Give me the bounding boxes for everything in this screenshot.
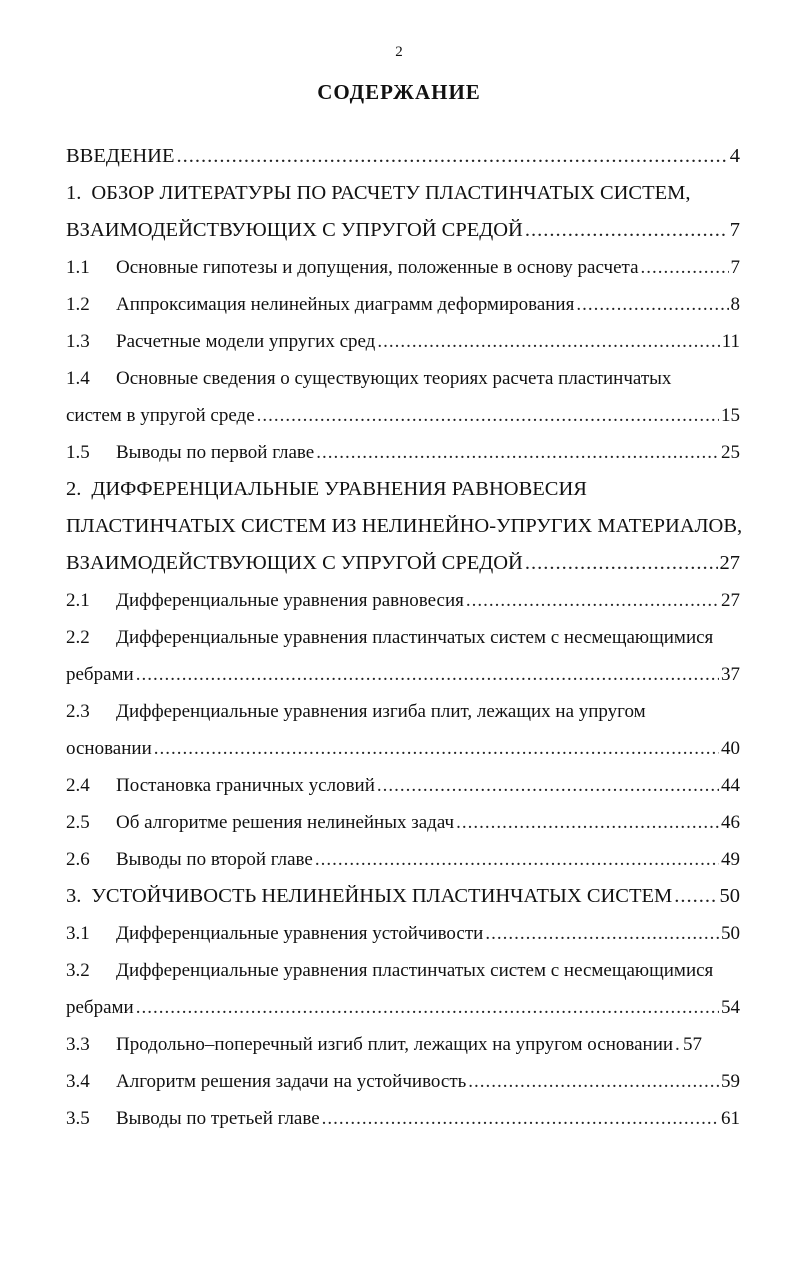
toc-entry-title: ДИФФЕРЕНЦИАЛЬНЫЕ УРАВНЕНИЯ РАВНОВЕСИЯ bbox=[91, 478, 587, 500]
toc-entry-intro[interactable] bbox=[66, 138, 740, 175]
toc-section-3-4[interactable] bbox=[66, 1063, 740, 1100]
toc-page-number: 27 bbox=[721, 590, 740, 611]
dot-leader bbox=[177, 138, 728, 175]
dot-leader bbox=[136, 989, 719, 1026]
toc-chapter-2-cont[interactable] bbox=[66, 508, 743, 545]
toc-entry-title: Аппроксимация нелинейных диаграмм деформирования bbox=[116, 294, 575, 315]
section-number: 1.1 bbox=[66, 257, 90, 278]
toc-section-3-1[interactable] bbox=[66, 915, 740, 952]
toc-entry-title: ВВЕДЕНИЕ bbox=[66, 145, 175, 167]
toc-section-2-3[interactable] bbox=[66, 693, 740, 730]
section-number: 2.5 bbox=[66, 812, 90, 833]
dot-leader bbox=[674, 878, 717, 915]
toc-section-3-3[interactable] bbox=[66, 1026, 740, 1063]
toc-entry-title: Расчетные модели упругих сред bbox=[116, 331, 376, 352]
toc-entry-title: ОБЗОР ЛИТЕРАТУРЫ ПО РАСЧЕТУ ПЛАСТИНЧАТЫХ СИСТЕМ, bbox=[91, 182, 691, 204]
toc-page-number: 57 bbox=[683, 1034, 703, 1055]
dot-leader bbox=[485, 915, 719, 952]
toc-entry-title: Основные сведения о существующих теориях расчета пластинчатых bbox=[116, 368, 672, 389]
toc-page-number: 59 bbox=[721, 1071, 740, 1092]
toc-entry-title: Дифференциальные уравнения устойчивости bbox=[116, 923, 484, 944]
toc-page-number: 46 bbox=[721, 812, 740, 833]
page-number: 2 bbox=[395, 44, 403, 60]
chapter-number: 3. bbox=[66, 885, 82, 907]
toc-entry-title: Выводы по первой главе bbox=[116, 442, 315, 463]
dot-leader bbox=[315, 841, 719, 878]
dot-leader bbox=[377, 323, 719, 360]
toc-section-1-4-cont[interactable] bbox=[66, 397, 740, 434]
section-number: 2.3 bbox=[66, 701, 90, 722]
toc-entry-title-cont: ПЛАСТИНЧАТЫХ СИСТЕМ ИЗ НЕЛИНЕЙНО-УПРУГИХ МАТЕРИАЛОВ, bbox=[66, 515, 743, 537]
toc-chapter-3[interactable] bbox=[66, 878, 740, 915]
section-number: 2.1 bbox=[66, 590, 90, 611]
toc-section-3-2-cont[interactable] bbox=[66, 989, 740, 1026]
toc-entry-title: УСТОЙЧИВОСТЬ НЕЛИНЕЙНЫХ ПЛАСТИНЧАТЫХ СИСТЕМ bbox=[91, 885, 673, 907]
toc-page-number: 49 bbox=[721, 849, 740, 870]
toc-entry-title-cont: основании bbox=[66, 738, 152, 759]
dot-leader bbox=[377, 767, 719, 804]
dot-leader bbox=[641, 249, 729, 286]
dot-leader bbox=[257, 397, 719, 434]
toc-entry-title: Дифференциальные уравнения пластинчатых систем с несмещающимися bbox=[116, 960, 714, 981]
section-number: 3.3 bbox=[66, 1034, 90, 1055]
table-of-contents bbox=[66, 138, 743, 1137]
section-number: 3.5 bbox=[66, 1108, 90, 1129]
toc-chapter-2[interactable] bbox=[66, 471, 740, 508]
section-number: 3.1 bbox=[66, 923, 90, 944]
toc-page-number: 25 bbox=[721, 442, 740, 463]
toc-entry-title: Основные гипотезы и допущения, положенные в основу расчета bbox=[116, 257, 639, 278]
toc-section-1-2[interactable] bbox=[66, 286, 740, 323]
dot-leader bbox=[154, 730, 719, 767]
dot-leader bbox=[675, 1026, 681, 1063]
toc-page-number: 40 bbox=[721, 738, 740, 759]
dot-leader bbox=[525, 212, 728, 249]
section-number: 2.6 bbox=[66, 849, 90, 870]
toc-page-number: 8 bbox=[730, 294, 740, 315]
chapter-number: 1. bbox=[66, 182, 82, 204]
section-number: 3.4 bbox=[66, 1071, 90, 1092]
toc-entry-title: Постановка граничных условий bbox=[116, 775, 375, 796]
toc-entry-title: Дифференциальные уравнения равновесия bbox=[116, 590, 464, 611]
dot-leader bbox=[322, 1100, 719, 1137]
section-number: 1.2 bbox=[66, 294, 90, 315]
toc-page-number: 37 bbox=[721, 664, 740, 685]
toc-chapter-1-cont[interactable] bbox=[66, 212, 740, 249]
dot-leader bbox=[466, 582, 719, 619]
dot-leader bbox=[316, 434, 719, 471]
dot-leader bbox=[525, 545, 718, 582]
section-number: 2.4 bbox=[66, 775, 90, 796]
toc-entry-title-cont: ребрами bbox=[66, 664, 134, 685]
toc-section-2-2[interactable] bbox=[66, 619, 740, 656]
toc-section-3-2[interactable] bbox=[66, 952, 740, 989]
toc-page-number: 7 bbox=[730, 257, 740, 278]
toc-entry-title: Выводы по третьей главе bbox=[116, 1108, 320, 1129]
toc-page-number: 27 bbox=[719, 552, 740, 574]
toc-page-number: 54 bbox=[721, 997, 740, 1018]
toc-page-number: 15 bbox=[721, 405, 740, 426]
toc-entry-title: Дифференциальные уравнения пластинчатых систем с несмещающимися bbox=[116, 627, 714, 648]
toc-page-number: 50 bbox=[721, 923, 740, 944]
toc-page-number: 44 bbox=[721, 775, 740, 796]
chapter-number: 2. bbox=[66, 478, 82, 500]
dot-leader bbox=[576, 286, 728, 323]
toc-section-1-5[interactable] bbox=[66, 434, 740, 471]
toc-entry-title-cont: ребрами bbox=[66, 997, 134, 1018]
toc-entry-title: Об алгоритме решения нелинейных задач bbox=[116, 812, 455, 833]
toc-section-1-4[interactable] bbox=[66, 360, 740, 397]
toc-page-number: 61 bbox=[721, 1108, 740, 1129]
toc-entry-title-cont: ВЗАИМОДЕЙСТВУЮЩИХ С УПРУГОЙ СРЕДОЙ bbox=[66, 219, 523, 241]
toc-section-2-5[interactable] bbox=[66, 804, 740, 841]
section-number: 3.2 bbox=[66, 960, 90, 981]
toc-chapter-2-cont-2[interactable] bbox=[66, 545, 740, 582]
section-number: 1.5 bbox=[66, 442, 90, 463]
toc-page-number: 50 bbox=[719, 885, 740, 907]
toc-section-2-6[interactable] bbox=[66, 841, 740, 878]
toc-entry-title: Дифференциальные уравнения изгиба плит, лежащих на упругом bbox=[116, 701, 646, 722]
section-number: 1.3 bbox=[66, 331, 90, 352]
toc-entry-title: Выводы по второй главе bbox=[116, 849, 313, 870]
dot-leader bbox=[456, 804, 719, 841]
section-number: 1.4 bbox=[66, 368, 90, 389]
toc-section-1-3[interactable] bbox=[66, 323, 740, 360]
toc-section-2-1[interactable] bbox=[66, 582, 740, 619]
toc-section-2-4[interactable] bbox=[66, 767, 740, 804]
toc-section-3-5[interactable] bbox=[66, 1100, 740, 1137]
toc-section-2-2-cont[interactable] bbox=[66, 656, 740, 693]
toc-entry-title-cont: систем в упругой среде bbox=[66, 405, 255, 426]
toc-entry-title: Продольно–поперечный изгиб плит, лежащих на упругом основании bbox=[116, 1034, 674, 1055]
toc-entry-title-cont: ВЗАИМОДЕЙСТВУЮЩИХ С УПРУГОЙ СРЕДОЙ bbox=[66, 552, 523, 574]
toc-chapter-1[interactable] bbox=[66, 175, 740, 212]
toc-entry-title: Алгоритм решения задачи на устойчивость bbox=[116, 1071, 467, 1092]
toc-page-number: 7 bbox=[729, 219, 740, 241]
toc-section-1-1[interactable] bbox=[66, 249, 740, 286]
toc-page-number: 4 bbox=[729, 145, 740, 167]
dot-leader bbox=[468, 1063, 719, 1100]
toc-section-2-3-cont[interactable] bbox=[66, 730, 740, 767]
section-number: 2.2 bbox=[66, 627, 90, 648]
dot-leader bbox=[136, 656, 719, 693]
page-title: СОДЕРЖАНИЕ bbox=[317, 80, 481, 104]
toc-page-number: 11 bbox=[721, 331, 740, 352]
